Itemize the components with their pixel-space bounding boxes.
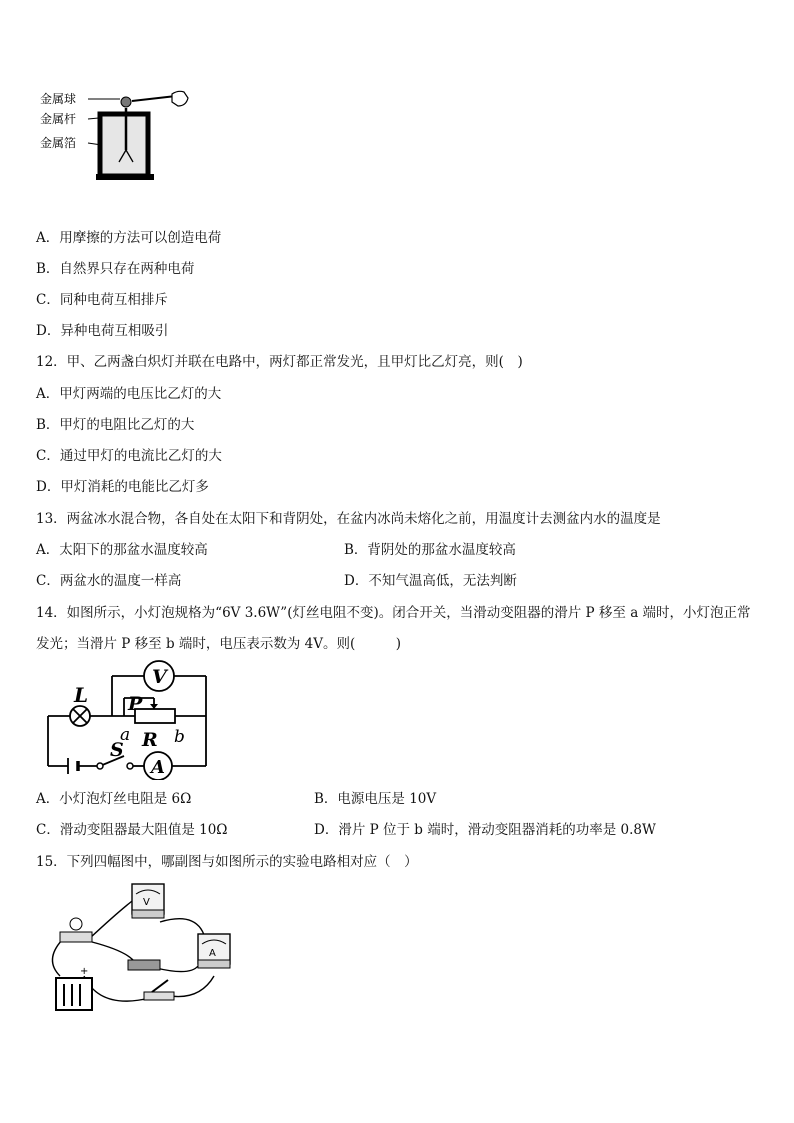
q13-option-b: B．背阴处的那盆水温度较高 (344, 542, 516, 558)
q12-option-c: C．通过甲灯的电流比乙灯的大 (36, 448, 222, 464)
q13-stem: 13．两盆冰水混合物，各自处在太阳下和背阴处，在盆内冰尚未熔化之前，用温度计去测盆内水的温度是 (36, 511, 661, 527)
q14-circuit-diagram (40, 660, 220, 780)
svg-text:+: + (80, 966, 89, 977)
circuit-label-ammeter: A (151, 757, 165, 778)
circuit-label-v: V (152, 666, 167, 688)
q12-option-a: A．甲灯两端的电压比乙灯的大 (36, 386, 222, 402)
q14-option-d: D．滑片 P 位于 b 端时，滑动变阻器消耗的功率是 0.8W (314, 822, 656, 838)
q13-option-d: D．不知气温高低，无法判断 (344, 573, 517, 589)
q14-option-c: C．滑动变阻器最大阻值是 10Ω (36, 822, 228, 838)
q14-option-a: A．小灯泡灯丝电阻是 6Ω (36, 791, 192, 807)
q15-stem: 15．下列四幅图中，哪副图与如图所示的实验电路相对应（ ） (36, 854, 418, 870)
circuit-label-p: P (128, 693, 143, 715)
q15-apparatus-figure (40, 880, 250, 1015)
q14-stem-line2: 发光；当滑片 P 移至 b 端时，电压表示数为 4V。则( ) (36, 636, 402, 652)
q11-option-b: B．自然界只存在两种电荷 (36, 261, 195, 277)
q12-option-d: D．甲灯消耗的电能比乙灯多 (36, 479, 209, 495)
q14-option-b: B．电源电压是 10V (314, 791, 437, 807)
label-metal-ball: 金属球 (40, 92, 77, 106)
label-metal-foil: 金属箔 (40, 136, 77, 150)
q13-option-a: A．太阳下的那盆水温度较高 (36, 542, 208, 558)
circuit-label-a-end: a (120, 725, 131, 745)
circuit-label-l: L (74, 683, 89, 707)
q12-stem: 12．甲、乙两盏白炽灯并联在电路中，两灯都正常发光，且甲灯比乙灯亮，则( ) (36, 354, 523, 370)
circuit-label-s: S (110, 739, 124, 761)
q11-option-a: A．用摩擦的方法可以创造电荷 (36, 230, 222, 246)
q12-option-b: B．甲灯的电阻比乙灯的大 (36, 417, 195, 433)
circuit-label-r: R (142, 729, 158, 751)
q13-option-c: C．两盆水的温度一样高 (36, 573, 182, 589)
q14-stem-line1: 14．如图所示，小灯泡规格为“6V 3.6W”(灯丝电阻不变)。闭合开关，当滑动变阻器的滑片 P 移至 a 端时，小灯泡正常 (36, 605, 751, 621)
ammeter-label: A (209, 948, 216, 959)
circuit-label-b-end: b (174, 727, 185, 747)
voltmeter-label: V (143, 897, 150, 908)
q11-option-d: D．异种电荷互相吸引 (36, 323, 169, 339)
electroscope-figure (36, 86, 196, 186)
label-metal-rod: 金属杆 (40, 112, 77, 126)
q11-option-c: C．同种电荷互相排斥 (36, 292, 168, 308)
